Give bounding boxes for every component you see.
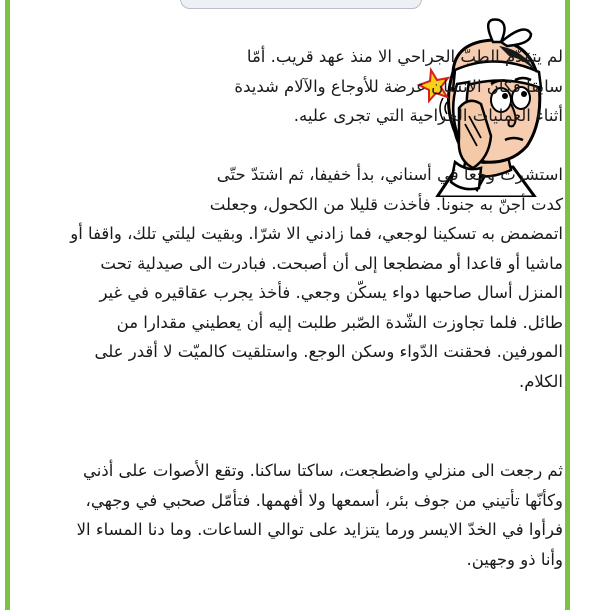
paragraph-3: ثم رجعت الى منزلي واضطجعت، ساكتا ساكنا. وتقع الأصوات على أذني وكأنّها تأتيني من جوف بئر، أسمعها ولا أفهمها. فتأمّل صحبي في وجهي، فرأوا في الخدّ الايسر ورما يتزايد على توالي الساعات. وما دنا المساء الا وأنا ذو وجهين. [76,461,563,569]
illustration-wrap-spacer [58,160,208,218]
frame-border-right [565,0,570,610]
frame-border-left [5,0,10,610]
paragraph-2: استشرت وجعا في أسناني، بدأ خفيفا، ثم اشتدّ حتّى كدت أجنّ به جنونا. فأخذت قليلا من الكحول، وجعلت اتمضمض به تسكينا لوجعي، فما زادني الا شرّا. وبقيت ليلتي تلك، واقفا أو ماشيا أو قاعدا أو مضطجعا إلى أن أصبحت. فبادرت الى صيدلية تحت المنزل أسال صاحبها دواء يسكّن وجعي. فأخذ يجرب عقاقيره في غير طائل. فلما تجاوزت الشّدة الصّبر طلبت إليه أن يعطيني مقدارا من المورفين. فحقنت الدّواء وسكن الوجع. واستلقيت كالميّت لا أقدر على الكلام. [58,160,563,396]
top-tab [180,0,422,9]
paragraph-1: لم يتقدّم الطبّ الجراحي الا منذ عهد قريب. أمّا سابقا فكان الانسان عرضة للأوجاع والآلام شديدة أثناء العمليات الجراحية التي تجرى عليه. [234,47,563,125]
